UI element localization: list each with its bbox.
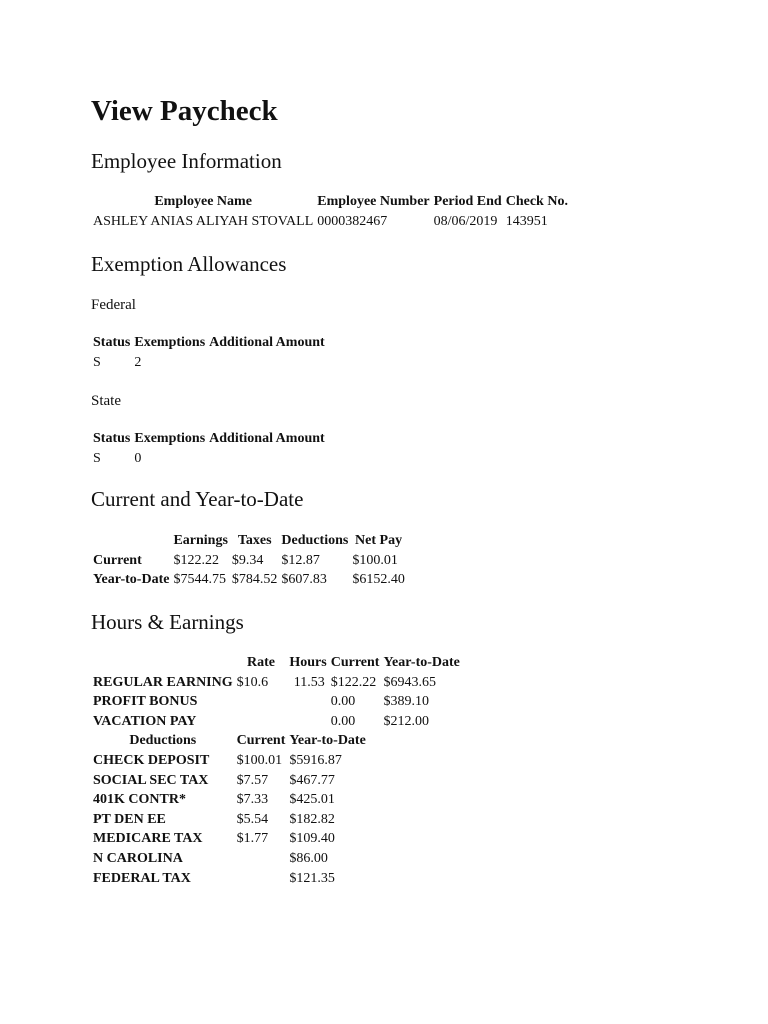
col-deductions: Deductions (129, 733, 197, 749)
col-deductions: Deductions (281, 533, 349, 548)
hours-earnings-table (91, 653, 462, 888)
exemption-heading: Exemption Allowances (91, 252, 287, 276)
col-status: Status (93, 335, 131, 350)
table-row (91, 869, 462, 889)
earning-ytd: $212.00 (383, 713, 429, 729)
col-current: Current (330, 655, 380, 670)
employee-name: ASHLEY ANIAS ALIYAH STOVALL (93, 213, 314, 229)
earning-name: VACATION PAY (93, 713, 197, 729)
col-additional-amount: Additional Amount (209, 335, 325, 350)
deduction-current: $5.54 (236, 811, 269, 827)
current-deductions: $12.87 (281, 552, 320, 568)
deduction-ytd: $182.82 (289, 811, 335, 827)
deduction-ytd: $109.40 (289, 831, 335, 847)
federal-status: S (93, 354, 101, 370)
deduction-current: $7.33 (236, 792, 269, 808)
earning-hours (287, 692, 328, 712)
earning-rate: $10.6 (236, 674, 269, 690)
earning-current: $122.22 (330, 674, 377, 690)
col-exemptions: Exemptions (134, 335, 206, 350)
employee-info-heading: Employee Information (91, 149, 282, 173)
deduction-ytd: $86.00 (289, 850, 328, 866)
table-row (91, 849, 462, 869)
col-blank (91, 653, 235, 673)
col-blank (91, 531, 171, 551)
col-employee-name: Employee Name (154, 194, 252, 209)
earning-current: 0.00 (330, 713, 356, 729)
deduction-name: CHECK DEPOSIT (93, 752, 210, 768)
table-row (91, 449, 327, 469)
federal-exemptions: 2 (134, 354, 142, 370)
current-taxes: $9.34 (231, 552, 264, 568)
deduction-name: MEDICARE TAX (93, 831, 203, 847)
deduction-ytd: $5916.87 (289, 752, 342, 768)
ytd-earnings: $7544.75 (173, 572, 226, 588)
current-net-pay: $100.01 (352, 552, 398, 568)
deduction-name: SOCIAL SEC TAX (93, 772, 209, 788)
col-deduction-ytd: Year-to-Date (289, 733, 366, 749)
state-additional-amount (207, 449, 327, 469)
col-earnings: Earnings (173, 533, 228, 548)
federal-label: Federal (91, 297, 136, 313)
ytd-deductions: $607.83 (281, 572, 327, 588)
deduction-ytd: $425.01 (289, 792, 335, 808)
deduction-current (235, 849, 288, 869)
state-status: S (93, 450, 101, 466)
deduction-current: $100.01 (236, 752, 283, 768)
table-row (91, 692, 462, 712)
earning-hours: 11.53 (293, 674, 325, 690)
check-no: 143951 (505, 213, 548, 229)
earning-ytd: $389.10 (383, 694, 429, 710)
ytd-taxes: $784.52 (231, 572, 278, 588)
earning-rate (235, 712, 288, 732)
federal-exemptions-table (91, 333, 327, 372)
deduction-ytd: $121.35 (289, 870, 335, 886)
deduction-current (235, 869, 288, 889)
state-exemptions-table (91, 429, 327, 468)
col-employee-number: Employee Number (317, 194, 430, 209)
deduction-ytd: $467.77 (289, 772, 335, 788)
col-rate: Rate (246, 655, 275, 670)
current-earnings: $122.22 (173, 552, 219, 568)
page-title: View Paycheck (91, 95, 278, 127)
table-row (91, 353, 327, 373)
table-row (91, 570, 407, 590)
hours-earnings-heading: Hours & Earnings (91, 610, 244, 634)
current-ytd-heading: Current and Year-to-Date (91, 487, 304, 511)
col-status: Status (93, 431, 131, 446)
employee-number: 0000382467 (317, 213, 388, 229)
table-row (91, 212, 570, 232)
state-exemptions: 0 (134, 450, 142, 466)
earning-name: REGULAR EARNING (93, 674, 233, 690)
col-taxes: Taxes (237, 533, 272, 548)
federal-additional-amount (207, 353, 327, 373)
col-period-end: Period End (433, 194, 502, 209)
deduction-current: $7.57 (236, 772, 269, 788)
deduction-name: N CAROLINA (93, 850, 183, 866)
col-additional-amount: Additional Amount (209, 431, 325, 446)
ytd-net-pay: $6152.40 (352, 572, 405, 588)
table-row (91, 551, 407, 571)
table-row (91, 810, 462, 830)
earning-hours (287, 712, 328, 732)
earning-ytd: $6943.65 (383, 674, 436, 690)
deductions-header-row (91, 731, 462, 751)
col-hours: Hours (289, 655, 327, 670)
earning-name: PROFIT BONUS (93, 694, 198, 710)
current-ytd-table (91, 531, 407, 590)
table-row (91, 751, 462, 771)
table-row (91, 790, 462, 810)
col-net-pay: Net Pay (355, 533, 403, 548)
table-row (91, 673, 462, 693)
earning-rate (235, 692, 288, 712)
employee-info-table (91, 192, 570, 231)
row-label-ytd: Year-to-Date (93, 572, 170, 588)
col-deduction-current: Current (236, 733, 286, 749)
deduction-name: PT DEN EE (93, 811, 166, 827)
deduction-current: $1.77 (236, 831, 269, 847)
col-exemptions: Exemptions (134, 431, 206, 446)
table-row (91, 829, 462, 849)
earning-current: 0.00 (330, 694, 356, 710)
col-ytd: Year-to-Date (383, 655, 460, 670)
period-end: 08/06/2019 (433, 213, 498, 229)
deduction-name: 401K CONTR* (93, 792, 186, 808)
table-row (91, 771, 462, 791)
table-row (91, 712, 462, 732)
col-check-no: Check No. (505, 194, 568, 209)
state-label: State (91, 393, 121, 409)
deduction-name: FEDERAL TAX (93, 870, 191, 886)
row-label-current: Current (93, 552, 142, 568)
